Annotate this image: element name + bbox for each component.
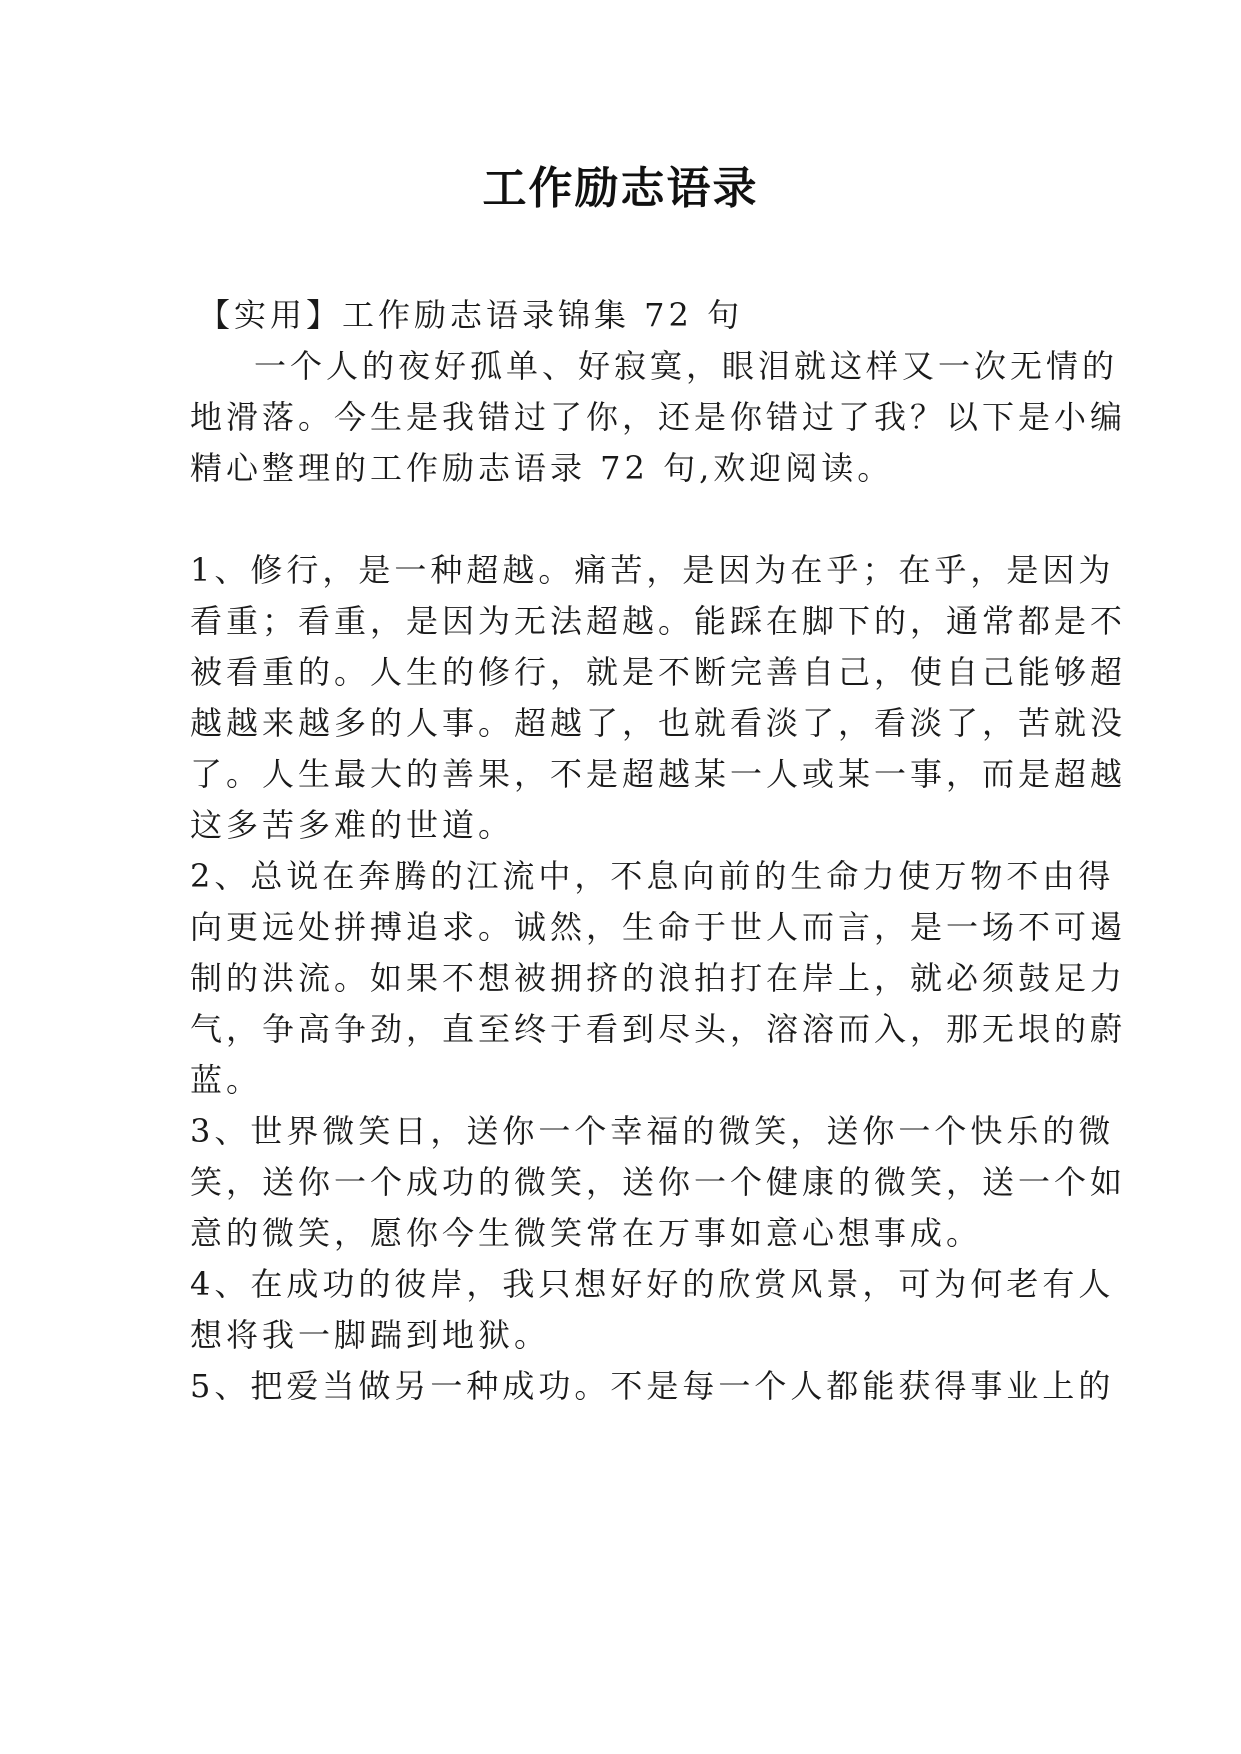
paragraph-line: 1、修行，是一种超越。痛苦，是因为在乎；在乎，是因为	[190, 551, 1115, 589]
quote-item-2	[190, 851, 1127, 1106]
paragraph-line: 一个人的夜好孤单、好寂寞，眼泪就这样又一次无情的	[254, 347, 1119, 385]
paragraph-line: 4、在成功的彼岸，我只想好好的欣赏风景，可为何老有人	[190, 1265, 1115, 1303]
intro-paragraph	[190, 341, 1127, 494]
paragraph-line: 地滑落。今生是我错过了你，还是你错过了我？以下是小编	[190, 398, 1127, 436]
paragraph-line: 蓝。	[190, 1061, 263, 1099]
paragraph-spacer	[190, 494, 1050, 545]
paragraph-line: 越越来越多的人事。超越了，也就看淡了，看淡了，苦就没	[190, 704, 1127, 742]
quote-item-4	[190, 1259, 1115, 1361]
quote-item-5	[190, 1361, 1115, 1412]
paragraph-line: 意的微笑，愿你今生微笑常在万事如意心想事成。	[190, 1214, 983, 1252]
paragraph-line: 制的洪流。如果不想被拥挤的浪拍打在岸上，就必须鼓足力	[190, 959, 1127, 997]
paragraph-line: 精心整理的工作励志语录 72 句,欢迎阅读。	[190, 449, 894, 487]
paragraph-line: 被看重的。人生的修行，就是不断完善自己，使自己能够超	[190, 653, 1127, 691]
document-body	[190, 290, 1127, 1412]
paragraph-line: 3、世界微笑日，送你一个幸福的微笑，送你一个快乐的微	[190, 1112, 1115, 1150]
paragraph-line: 了。人生最大的善果，不是超越某一人或某一事，而是超越	[190, 755, 1127, 793]
quote-item-1	[190, 545, 1127, 851]
document-subtitle: 【实用】工作励志语录锦集 72 句	[198, 296, 744, 334]
paragraph-line: 气，争高争劲，直至终于看到尽头，溶溶而入，那无垠的蔚	[190, 1010, 1127, 1048]
paragraph-line: 这多苦多难的世道。	[190, 806, 515, 844]
paragraph-line: 笑，送你一个成功的微笑，送你一个健康的微笑，送一个如	[190, 1163, 1127, 1201]
paragraph-line: 看重；看重，是因为无法超越。能踩在脚下的，通常都是不	[190, 602, 1127, 640]
quote-item-3	[190, 1106, 1127, 1259]
document-title: 工作励志语录	[482, 163, 759, 214]
paragraph-line: 向更远处拼搏追求。诚然，生命于世人而言，是一场不可遏	[190, 908, 1127, 946]
paragraph-line: 想将我一脚踹到地狱。	[190, 1316, 551, 1354]
paragraph-line: 2、总说在奔腾的江流中，不息向前的生命力使万物不由得	[190, 857, 1115, 895]
paragraph-line: 5、把爱当做另一种成功。不是每一个人都能获得事业上的	[190, 1367, 1115, 1405]
